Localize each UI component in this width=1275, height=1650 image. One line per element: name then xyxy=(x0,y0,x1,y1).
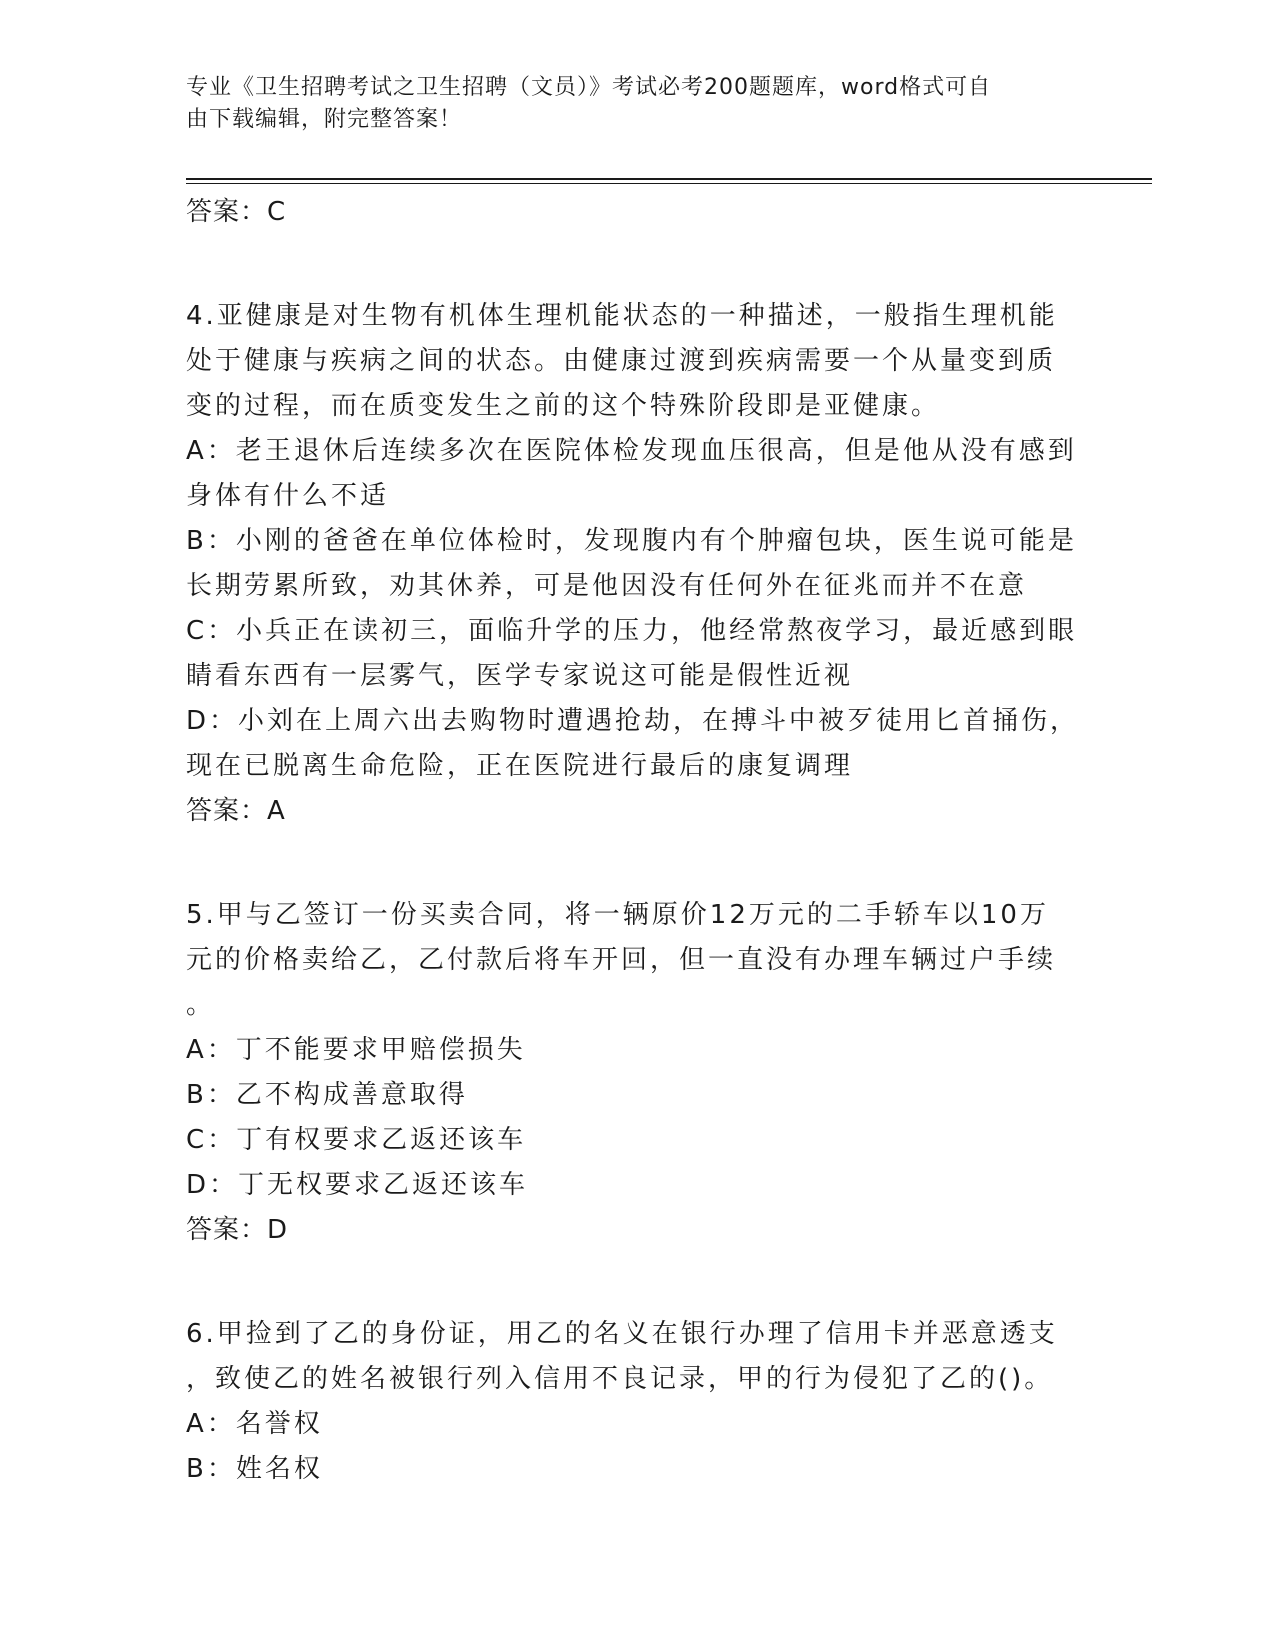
question-4-answer: 答案：A xyxy=(186,796,286,826)
question-4-option-c-line-1: C：小兵正在读初三，面临升学的压力，他经常熬夜学习，最近感到眼 xyxy=(186,616,1078,646)
question-5-option-a: A：丁不能要求甲赔偿损失 xyxy=(186,1035,526,1065)
header-divider-thick xyxy=(186,178,1152,180)
header-divider-thin xyxy=(186,183,1152,184)
spacer xyxy=(186,234,1086,294)
question-4-option-c-line-2: 睛看东西有一层雾气，医学专家说这可能是假性近视 xyxy=(186,661,854,691)
question-5-stem-line-1: 5.甲与乙签订一份买卖合同，将一辆原价12万元的二手轿车以10万 xyxy=(186,900,1049,930)
question-4-option-b-line-1: B：小刚的爸爸在单位体检时，发现腹内有个肿瘤包块，医生说可能是 xyxy=(186,526,1077,556)
question-5-stem-line-3: 。 xyxy=(186,990,216,1020)
question-4-option-b-line-2: 长期劳累所致，劝其休养，可是他因没有任何外在征兆而并不在意 xyxy=(186,571,1028,601)
question-4-option-a-line-2: 身体有什么不适 xyxy=(186,481,390,511)
question-4-option-a-line-1: A：老王退休后连续多次在医院体检发现血压很高，但是他从没有感到 xyxy=(186,436,1077,466)
document-body xyxy=(186,190,1086,1492)
question-6-option-b: B：姓名权 xyxy=(186,1454,323,1484)
question-6-stem-line-2: ，致使乙的姓名被银行列入信用不良记录，甲的行为侵犯了乙的()。 xyxy=(186,1364,1054,1394)
question-4-option-d-line-1: D：小刘在上周六出去购物时遭遇抢劫，在搏斗中被歹徒用匕首捅伤， xyxy=(186,706,1080,736)
header-line-2: 由下载编辑，附完整答案！ xyxy=(186,107,463,132)
question-5 xyxy=(186,893,1086,1252)
question-5-answer: 答案：D xyxy=(186,1215,289,1245)
question-4-stem-line-2: 处于健康与疾病之间的状态。由健康过渡到疾病需要一个从量变到质 xyxy=(186,346,1057,376)
question-6 xyxy=(186,1312,1086,1492)
spacer xyxy=(186,833,1086,893)
question-4-stem-line-1: 4.亚健康是对生物有机体生理机能状态的一种描述，一般指生理机能 xyxy=(186,301,1058,331)
question-4-stem-line-3: 变的过程，而在质变发生之前的这个特殊阶段即是亚健康。 xyxy=(186,391,941,421)
spacer xyxy=(186,1252,1086,1312)
question-5-stem-line-2: 元的价格卖给乙，乙付款后将车开回，但一直没有办理车辆过户手续 xyxy=(186,945,1057,975)
question-6-stem-line-1: 6.甲捡到了乙的身份证，用乙的名义在银行办理了信用卡并恶意透支 xyxy=(186,1319,1058,1349)
document-header xyxy=(186,72,1066,136)
question-4 xyxy=(186,294,1086,833)
question-5-option-b: B：乙不构成善意取得 xyxy=(186,1080,468,1110)
question-5-option-c: C：丁有权要求乙返还该车 xyxy=(186,1125,527,1155)
question-4-option-d-line-2: 现在已脱离生命危险，正在医院进行最后的康复调理 xyxy=(186,751,854,781)
question-5-option-d: D：丁无权要求乙返还该车 xyxy=(186,1170,529,1200)
previous-answer: 答案：C xyxy=(186,197,287,227)
question-6-option-a: A：名誉权 xyxy=(186,1409,323,1439)
header-line-1: 专业《卫生招聘考试之卫生招聘（文员）》考试必考200题题库，word格式可自 xyxy=(186,75,992,100)
